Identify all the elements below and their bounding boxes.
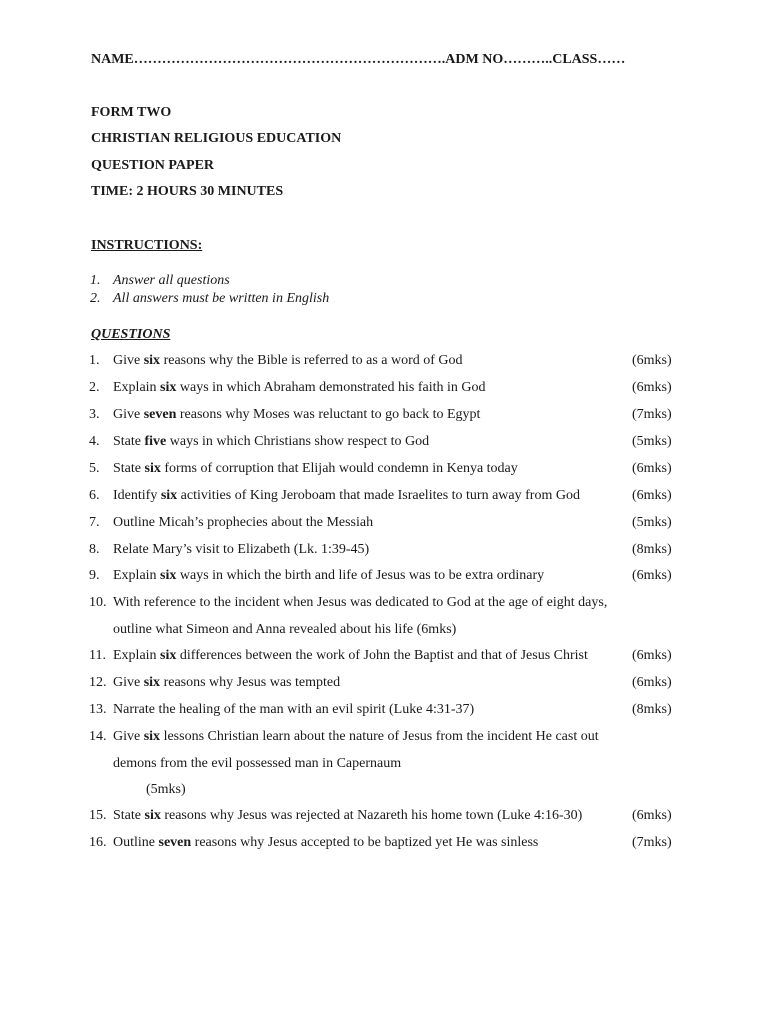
question-text [113, 406, 480, 424]
question-text-part: State [113, 808, 145, 823]
question-marks: (6mks) [632, 353, 672, 368]
question-text-part: Give [113, 353, 144, 368]
question-emphasis: six [143, 729, 161, 744]
question-marks: (6mks) [632, 488, 672, 503]
question-continuation: outline what Simeon and Anna revealed about his life (6mks) [113, 622, 457, 637]
question-emphasis: six [143, 353, 161, 368]
question-text-part: differences between the work of John the Baptist and that of Jesus Christ [176, 648, 588, 663]
question-number: 16. [89, 835, 107, 850]
question-text-part: Give [113, 675, 144, 690]
instruction-text: All answers must be written in English [113, 291, 330, 306]
question-number: 14. [89, 729, 107, 744]
question-text-part: forms of corruption that Elijah would condemn in Kenya today [160, 461, 518, 476]
question-text [113, 834, 538, 852]
question-text [113, 647, 588, 665]
subject-title: CHRISTIAN RELIGIOUS EDUCATION [91, 131, 342, 146]
question-text-part: reasons why Jesus was rejected at Nazareth his home town (Luke 4:16-30) [160, 808, 583, 823]
question-text-part: Identify [113, 488, 161, 503]
question-text-part: Give [113, 407, 144, 422]
question-text [113, 807, 582, 825]
question-emphasis: seven [158, 835, 192, 850]
question-number: 5. [89, 461, 100, 476]
question-emphasis: six [143, 675, 161, 690]
question-marks: (6mks) [632, 568, 672, 583]
question-number: 4. [89, 434, 100, 449]
question-text-part: reasons why Jesus was tempted [160, 675, 341, 690]
question-continuation: (5mks) [146, 782, 186, 797]
question-number: 13. [89, 702, 107, 717]
question-text [113, 541, 369, 559]
question-text-part: Outline [113, 835, 159, 850]
question-text-part: Explain [113, 568, 161, 583]
question-text-part: reasons why Moses was reluctant to go back to Egypt [176, 407, 481, 422]
question-number: 12. [89, 675, 107, 690]
question-emphasis: six [160, 568, 177, 583]
question-number: 8. [89, 542, 100, 557]
question-text-part: Explain [113, 380, 161, 395]
instruction-number: 1. [90, 273, 101, 288]
question-emphasis: six [160, 488, 178, 503]
question-emphasis: five [144, 434, 167, 449]
question-text-part: ways in which the birth and life of Jesus was to be extra ordinary [176, 568, 545, 583]
question-number: 1. [89, 353, 100, 368]
question-text-part: ways in which Christians show respect to God [166, 434, 430, 449]
question-emphasis: seven [143, 407, 177, 422]
question-text [113, 567, 544, 585]
instruction-item [90, 290, 330, 308]
instruction-text: Answer all questions [113, 273, 230, 288]
question-text [113, 701, 474, 719]
question-text [113, 594, 607, 612]
question-text [113, 487, 580, 505]
question-number: 2. [89, 380, 100, 395]
student-details-line: NAME………………………………………………………….ADM NO………..CLASS…… [91, 52, 626, 67]
question-marks: (5mks) [632, 434, 672, 449]
question-emphasis: six [160, 380, 177, 395]
question-text [113, 728, 599, 746]
instructions-heading: INSTRUCTIONS: [91, 238, 203, 253]
instruction-item [90, 272, 230, 290]
question-number: 7. [89, 515, 100, 530]
question-text-part: Outline Micah’s prophecies about the Messiah [113, 515, 374, 530]
question-marks: (7mks) [632, 407, 672, 422]
question-text [113, 352, 463, 370]
paper-title: QUESTION PAPER [91, 158, 215, 173]
question-marks: (8mks) [632, 542, 672, 557]
question-marks: (6mks) [632, 461, 672, 476]
question-marks: (6mks) [632, 380, 672, 395]
question-emphasis: six [160, 648, 177, 663]
question-text-part: Explain [113, 648, 161, 663]
question-text-part: With reference to the incident when Jesus was dedicated to God at the age of eight days, [113, 595, 608, 610]
question-text-part: lessons Christian learn about the nature of Jesus from the incident He cast out [160, 729, 599, 744]
question-number: 11. [89, 648, 106, 663]
question-marks: (6mks) [632, 648, 672, 663]
question-marks: (5mks) [632, 515, 672, 530]
question-text [113, 460, 518, 478]
question-number: 10. [89, 595, 107, 610]
question-text [113, 433, 429, 451]
question-text-part: ways in which Abraham demonstrated his faith in God [176, 380, 486, 395]
question-emphasis: six [144, 461, 161, 476]
question-text-part: State [113, 461, 145, 476]
question-text-part: State [113, 434, 145, 449]
question-text-part: Narrate the healing of the man with an evil spirit (Luke 4:31-37) [113, 702, 475, 717]
question-text-part: reasons why Jesus accepted to be baptized yet He was sinless [191, 835, 539, 850]
instruction-number: 2. [90, 291, 101, 306]
question-number: 3. [89, 407, 100, 422]
question-text [113, 514, 373, 532]
question-continuation: demons from the evil possessed man in Capernaum [113, 756, 402, 771]
question-marks: (6mks) [632, 808, 672, 823]
form-level: FORM TWO [91, 105, 172, 120]
question-text-part: reasons why the Bible is referred to as a word of God [160, 353, 463, 368]
question-marks: (7mks) [632, 835, 672, 850]
question-text [113, 379, 486, 397]
question-number: 9. [89, 568, 100, 583]
time-allowed: TIME: 2 HOURS 30 MINUTES [91, 184, 284, 199]
question-number: 6. [89, 488, 100, 503]
question-text-part: Give [113, 729, 144, 744]
questions-heading: QUESTIONS [91, 327, 171, 342]
question-emphasis: six [144, 808, 161, 823]
question-number: 15. [89, 808, 107, 823]
question-text-part: Relate Mary’s visit to Elizabeth (Lk. 1:39-45) [113, 542, 370, 557]
question-text [113, 674, 340, 692]
question-text-part: activities of King Jeroboam that made Israelites to turn away from God [177, 488, 580, 503]
question-marks: (6mks) [632, 675, 672, 690]
question-marks: (8mks) [632, 702, 672, 717]
